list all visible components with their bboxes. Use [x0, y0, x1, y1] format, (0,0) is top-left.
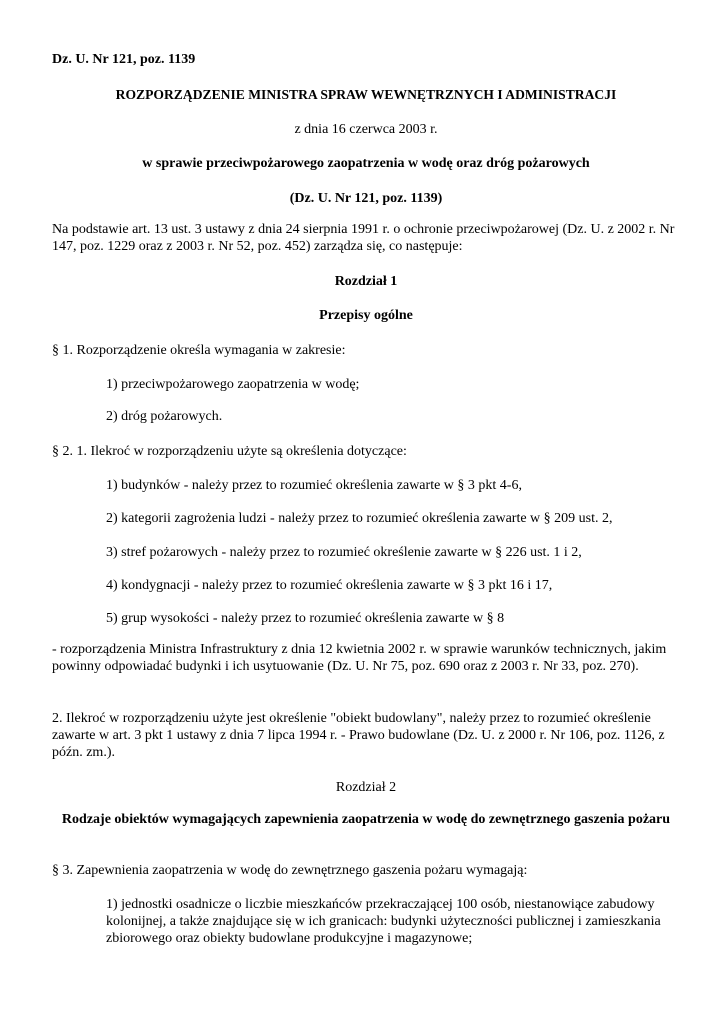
section-2-item: 2) kategorii zagrożenia ludzi - należy przez to rozumieć określenia zawarte w § 209 ust. 2,: [106, 511, 613, 526]
section-1-item: 1) przeciwpożarowego zaopatrzenia w wodę;: [106, 377, 360, 392]
section-1-intro: § 1. Rozporządzenie określa wymagania w zakresie:: [52, 343, 346, 358]
section-2-paragraph-2: 2. Ilekroć w rozporządzeniu użyte jest określenie "obiekt budowlany", należy przez to rozumieć określenie zawarte w art. 3 pkt 1 ustawy z dnia 7 lipca 1994 r. - Prawo budowlane (Dz. U. z 2000 r. Nr 106, poz. 1126, z późn. zm.).: [52, 711, 665, 760]
section-1-item: 2) dróg pożarowych.: [106, 409, 223, 424]
document-reference-parenthesized: (Dz. U. Nr 121, poz. 1139): [289, 191, 443, 206]
chapter-2-title: Rodzaje obiektów wymagających zapewnienia zaopatrzenia w wodę do zewnętrznego gaszenia pożaru: [61, 812, 671, 827]
section-3-item: 1) jednostki osadnicze o liczbie mieszkańców przekraczającej 100 osób, niestanowiące zabudowy kolonijnej, a także znajdujące się w ich granicach: budynki użyteczności publicznej i zamieszkania zbiorowego oraz obiekty budowlane produkcyjne i magazynowe;: [106, 897, 661, 946]
section-2-intro: § 2. 1. Ilekroć w rozporządzeniu użyte są określenia dotyczące:: [52, 444, 407, 459]
section-2-item: 1) budynków - należy przez to rozumieć określenia zawarte w § 3 pkt 4-6,: [106, 478, 522, 493]
section-2-item: 4) kondygnacji - należy przez to rozumieć określenia zawarte w § 3 pkt 16 i 17,: [106, 578, 553, 593]
section-2-tail: - rozporządzenia Ministra Infrastruktury z dnia 12 kwietnia 2002 r. w sprawie warunków technicznych, jakim powinny odpowiadać budynki i ich usytuowanie (Dz. U. Nr 75, poz. 690 oraz z 2003 r. Nr 33, poz. 270).: [52, 642, 667, 674]
document-reference: Dz. U. Nr 121, poz. 1139: [52, 52, 196, 67]
chapter-1-title: Przepisy ogólne: [319, 308, 413, 323]
section-2-item: 5) grup wysokości - należy przez to rozumieć określenia zawarte w § 8: [106, 611, 505, 626]
document-title: ROZPORZĄDZENIE MINISTRA SPRAW WEWNĘTRZNYCH I ADMINISTRACJI: [115, 87, 617, 102]
document-subject: w sprawie przeciwpożarowego zaopatrzenia w wodę oraz dróg pożarowych: [142, 156, 590, 171]
document-date: z dnia 16 czerwca 2003 r.: [294, 122, 438, 137]
chapter-1-label: Rozdział 1: [334, 274, 398, 289]
section-2-item: 3) stref pożarowych - należy przez to rozumieć określenie zawarte w § 226 ust. 1 i 2,: [106, 545, 582, 560]
section-3-intro: § 3. Zapewnienia zaopatrzenia w wodę do zewnętrznego gaszenia pożaru wymagają:: [52, 863, 528, 878]
chapter-2-label: Rozdział 2: [335, 780, 397, 795]
legal-basis: Na podstawie art. 13 ust. 3 ustawy z dnia 24 sierpnia 1991 r. o ochronie przeciwpożarowej (Dz. U. z 2002 r. Nr 147, poz. 1229 oraz z 2003 r. Nr 52, poz. 452) zarządza się, co następuje:: [52, 222, 675, 254]
